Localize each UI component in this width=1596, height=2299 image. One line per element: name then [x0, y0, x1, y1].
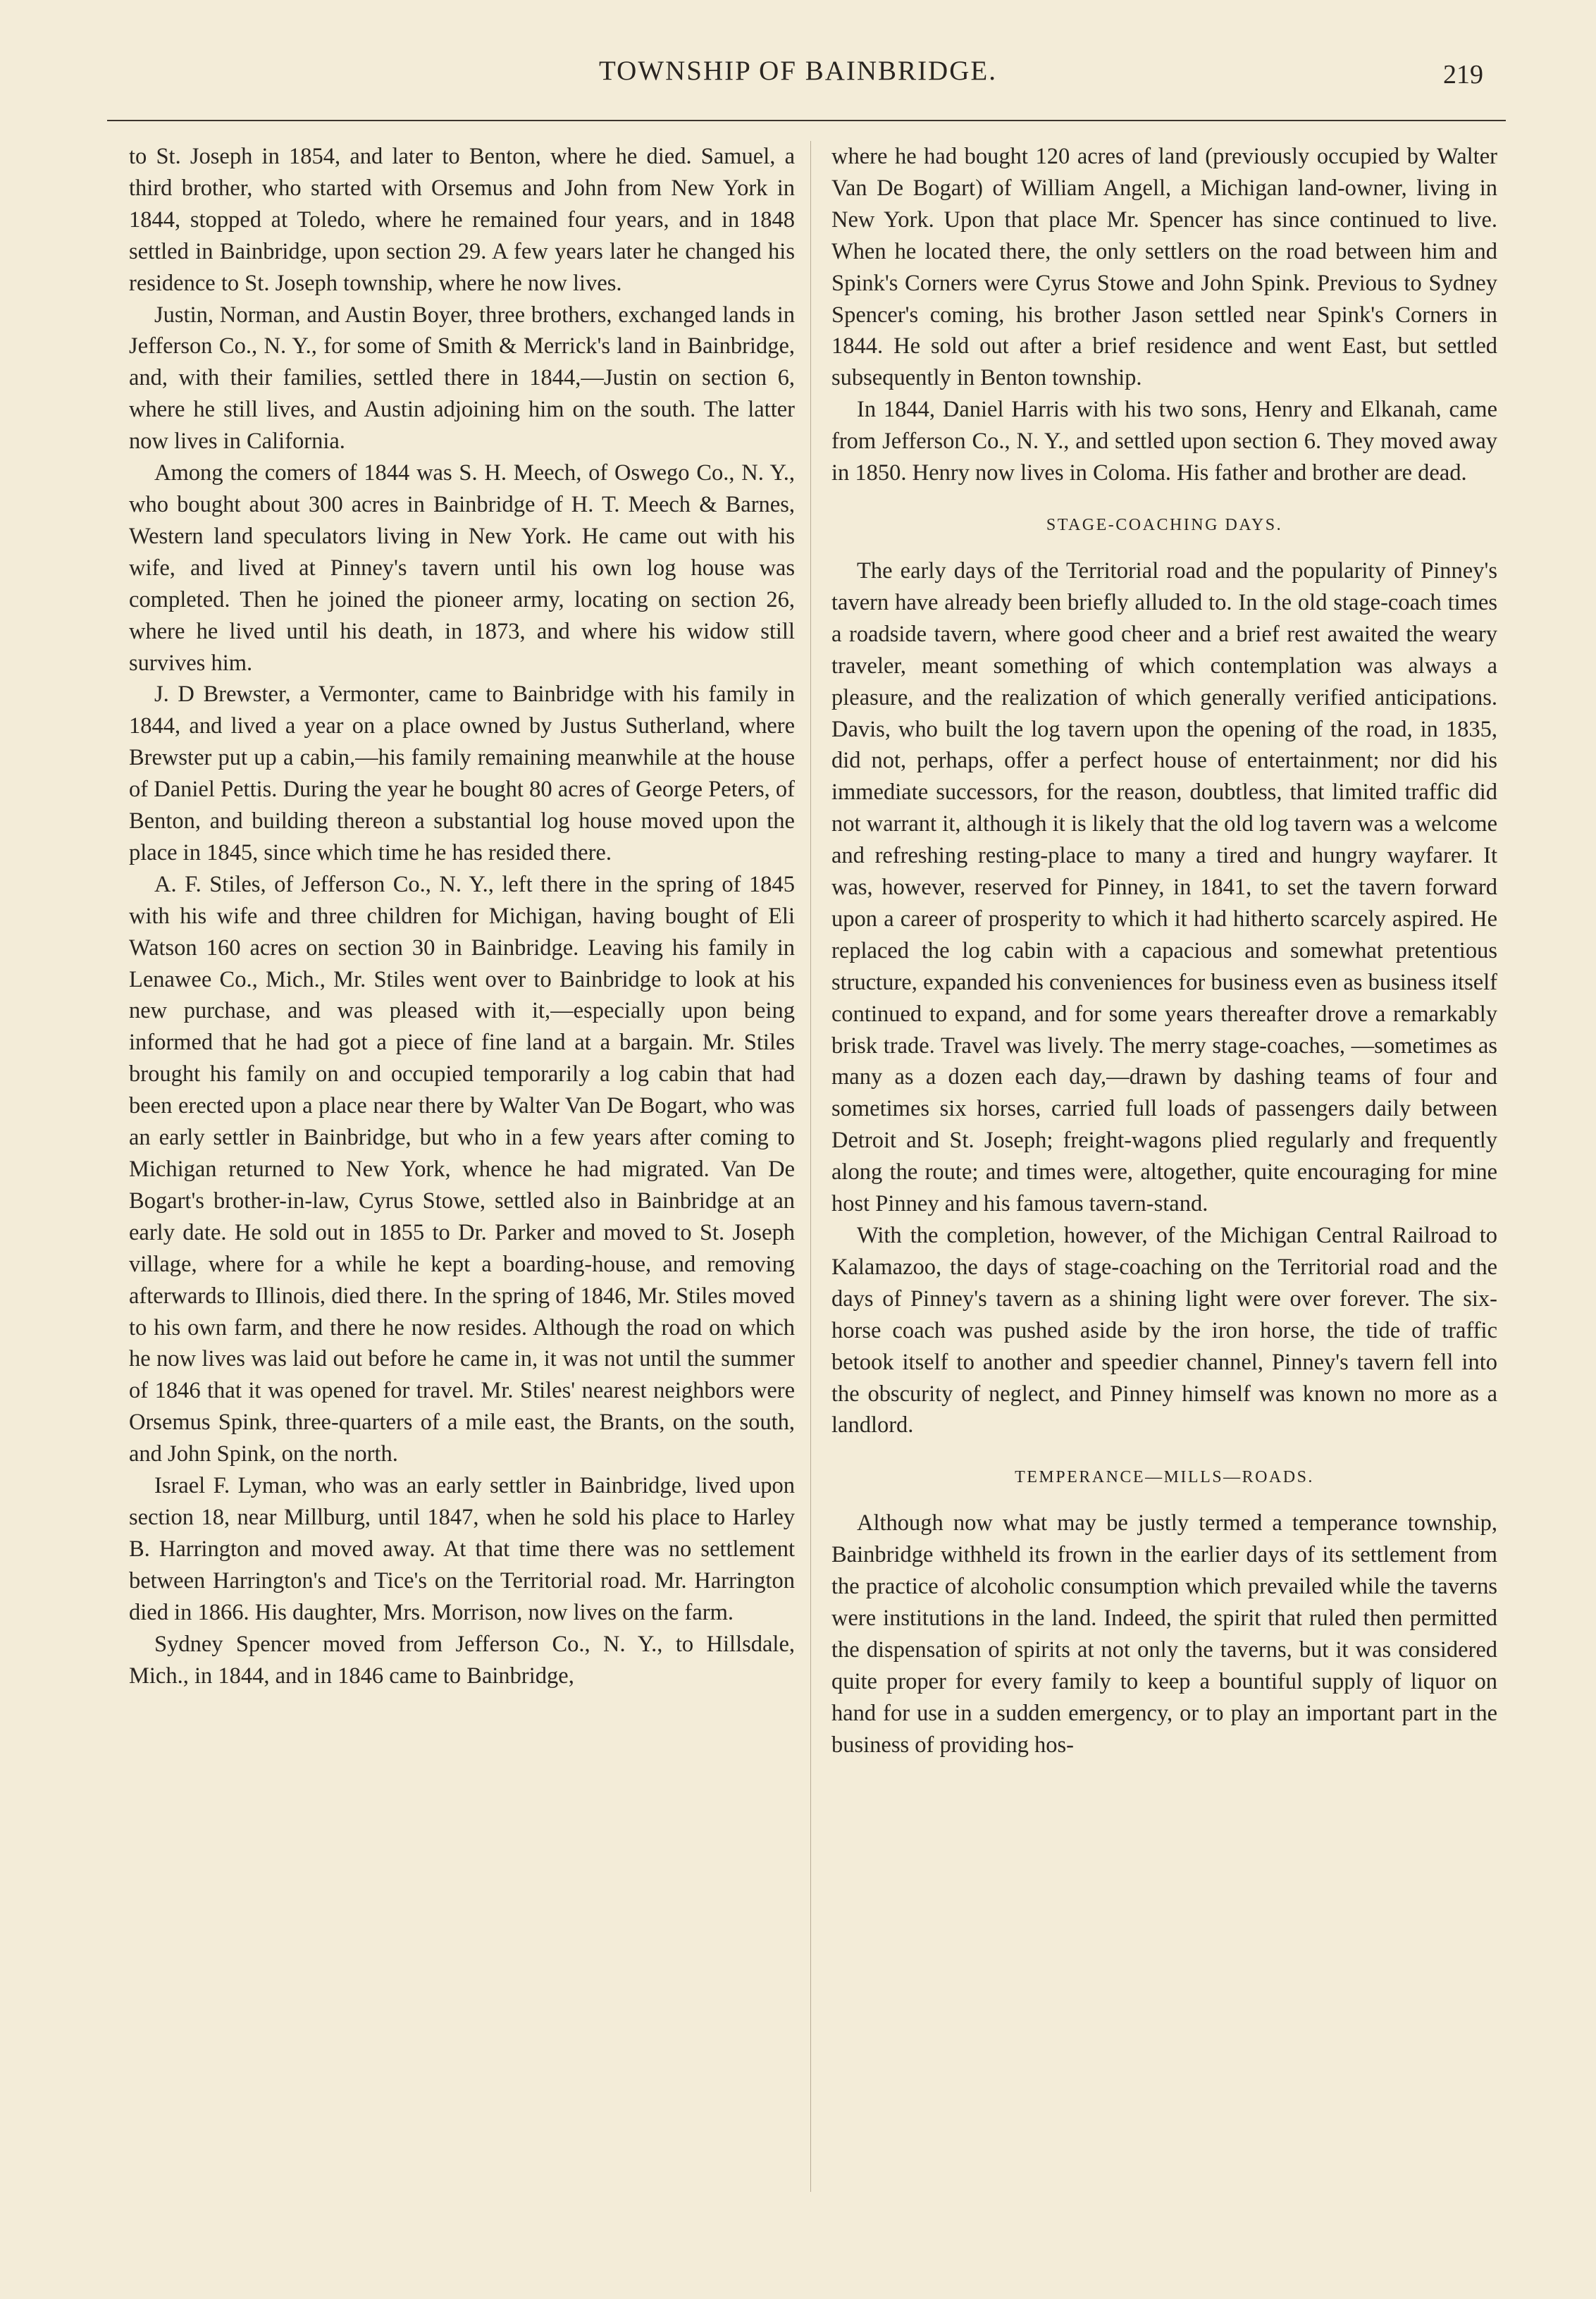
page-number: 219: [1443, 60, 1483, 90]
column-divider: [810, 141, 811, 2192]
paragraph: A. F. Stiles, of Jefferson Co., N. Y., left there in the spring of 1845 with his wife and three children for Michigan, having bought of Eli Watson 160 acres on section 30 in Bainbridge. Leaving his family in Lenawee Co., Mich., Mr. Stiles went over to Bainbridge to look at his new purchase, and was pleased with it,—especially upon being informed that he had got a piece of fine land at a bargain. Mr. Stiles brought his family on and occupied temporarily a log cabin that had been erected upon a place near there by Walter Van De Bogart, who was an early settler in Bainbridge, but who in a few years after coming to Michigan returned to New York, whence he had migrated. Van De Bogart's brother-in-law, Cyrus Stowe, settled also in Bainbridge at an early date. He sold out in 1855 to Dr. Parker and moved to St. Joseph village, where for a while he kept a boarding-house, and removing afterwards to Illinois, died there. In the spring of 1846, Mr. Stiles moved to his own farm, and there he now resides. Although the road on which he now lives was laid out before he came in, it was not until the summer of 1846 that it was opened for travel. Mr. Stiles' nearest neighbors were Orsemus Spink, three-quarters of a mile east, the Brants, on the south, and John Spink, on the north.: [129, 871, 795, 1467]
header-rule: [107, 120, 1506, 121]
running-title: TOWNSHIP OF BAINBRIDGE.: [599, 56, 997, 86]
paragraph: Justin, Norman, and Austin Boyer, three brothers, exchanged lands in Jefferson Co., N. Y., for some of Smith & Merrick's land in Bainbridge, and, with their families, settled there in 1844,—Justin on section 6, where he still lives, and Austin adjoining him on the south. The latter now lives in California.: [129, 302, 795, 455]
paragraph: With the completion, however, of the Michigan Central Railroad to Kalamazoo, the days of stage-coaching on the Territorial road and the days of Pinney's tavern as a shining light were over forever. The six-horse coach was pushed aside by the iron horse, the tide of traffic betook itself to another and speedier channel, Pinney's tavern fell into the obscurity of neglect, and Pinney himself was known no more as a landlord.: [831, 1223, 1497, 1438]
section-heading-temperance: TEMPERANCE—MILLS—ROADS.: [1015, 1468, 1314, 1487]
paragraph: where he had bought 120 acres of land (previously occupied by Walter Van De Bogart) of William Angell, a Michigan land-owner, living in New York. Upon that place Mr. Spencer has since continued to live. When he located there, the only settlers on the road between him and Spink's Corners were Cyrus Stowe and John Spink. Previous to Sydney Spencer's coming, his brother Jason settled near Spink's Corners in 1844. He sold out after a brief residence and went East, but settled subsequently in Benton township.: [831, 144, 1497, 391]
paragraph: Although now what may be justly termed a temperance township, Bainbridge withheld its frown in the earlier days of its settlement from the practice of alcoholic consumption which prevailed while the taverns were institutions in the land. Indeed, the spirit that ruled then permitted the dispensation of spirits at not only the taverns, but it was considered quite proper for every family to keep a bountiful supply of liquor on hand for use in a sudden emergency, or to play an important part in the business of providing hos-: [831, 1510, 1497, 1758]
page-header: [0, 55, 1596, 104]
right-column: [831, 141, 1497, 1761]
paragraph: Sydney Spencer moved from Jefferson Co., N. Y., to Hillsdale, Mich., in 1844, and in 1846 came to Bainbridge,: [129, 1631, 795, 1689]
section-heading-stage-coaching: STAGE-COACHING DAYS.: [1046, 515, 1283, 534]
left-column: [129, 141, 795, 1691]
paragraph: In 1844, Daniel Harris with his two sons, Henry and Elkanah, came from Jefferson Co., N. Y., and settled upon section 6. They moved away in 1850. Henry now lives in Coloma. His father and brother are dead.: [831, 397, 1497, 486]
paragraph: The early days of the Territorial road and the popularity of Pinney's tavern have already been briefly alluded to. In the old stage-coach times a roadside tavern, where good cheer and a brief rest awaited the weary traveler, meant something of which contemplation was always a pleasure, and the realization of which generally verified anticipations. Davis, who built the log tavern upon the opening of the road, in 1835, did not, perhaps, offer a perfect house of entertainment; nor did his immediate successors, for the reason, doubtless, that limited traffic did not warrant it, although it is likely that the old log tavern was a welcome and refreshing resting-place to many a tired and hungry wayfarer. It was, however, reserved for Pinney, in 1841, to set the tavern forward upon a career of prosperity to which it had hitherto scarcely aspired. He replaced the log cabin with a capacious and somewhat pretentious structure, expanded his conveniences for business even as business itself continued to expand, and for some years thereafter drove a remarkably brisk trade. Travel was lively. The merry stage-coaches, —sometimes as many as a dozen each day,—drawn by dashing teams of four and sometimes six horses, carried full loads of passengers daily between Detroit and St. Joseph; freight-wagons plied regularly and frequently along the route; and times were, altogether, quite encouraging for mine host Pinney and his famous tavern-stand.: [831, 557, 1497, 1217]
paragraph: J. D Brewster, a Vermonter, came to Bainbridge with his family in 1844, and lived a year on a place owned by Justus Sutherland, where Brewster put up a cabin,—his family remaining meanwhile at the house of Daniel Pettis. During the year he bought 80 acres of George Peters, of Benton, and building thereon a substantial log house moved upon the place in 1845, since which time he has resided there.: [129, 682, 795, 865]
paragraph: to St. Joseph in 1854, and later to Benton, where he died. Samuel, a third brother, who started with Orsemus and John from New York in 1844, stopped at Toledo, where he remained four years, and in 1848 settled in Bainbridge, upon section 29. A few years later he changed his residence to St. Joseph township, where he now lives.: [129, 144, 795, 296]
paragraph: Among the comers of 1844 was S. H. Meech, of Oswego Co., N. Y., who bought about 300 acres in Bainbridge of H. T. Meech & Barnes, Western land speculators living in New York. He came out with his wife, and lived at Pinney's tavern until his own log house was completed. Then he joined the pioneer army, locating on section 26, where he lived until his death, in 1873, and where his widow still survives him.: [129, 460, 795, 676]
paragraph: Israel F. Lyman, who was an early settler in Bainbridge, lived upon section 18, near Millburg, until 1847, when he sold his place to Harley B. Harrington and moved away. At that time there was no settlement between Harrington's and Tice's on the Territorial road. Mr. Harrington died in 1866. His daughter, Mrs. Morrison, now lives on the farm.: [129, 1473, 795, 1625]
